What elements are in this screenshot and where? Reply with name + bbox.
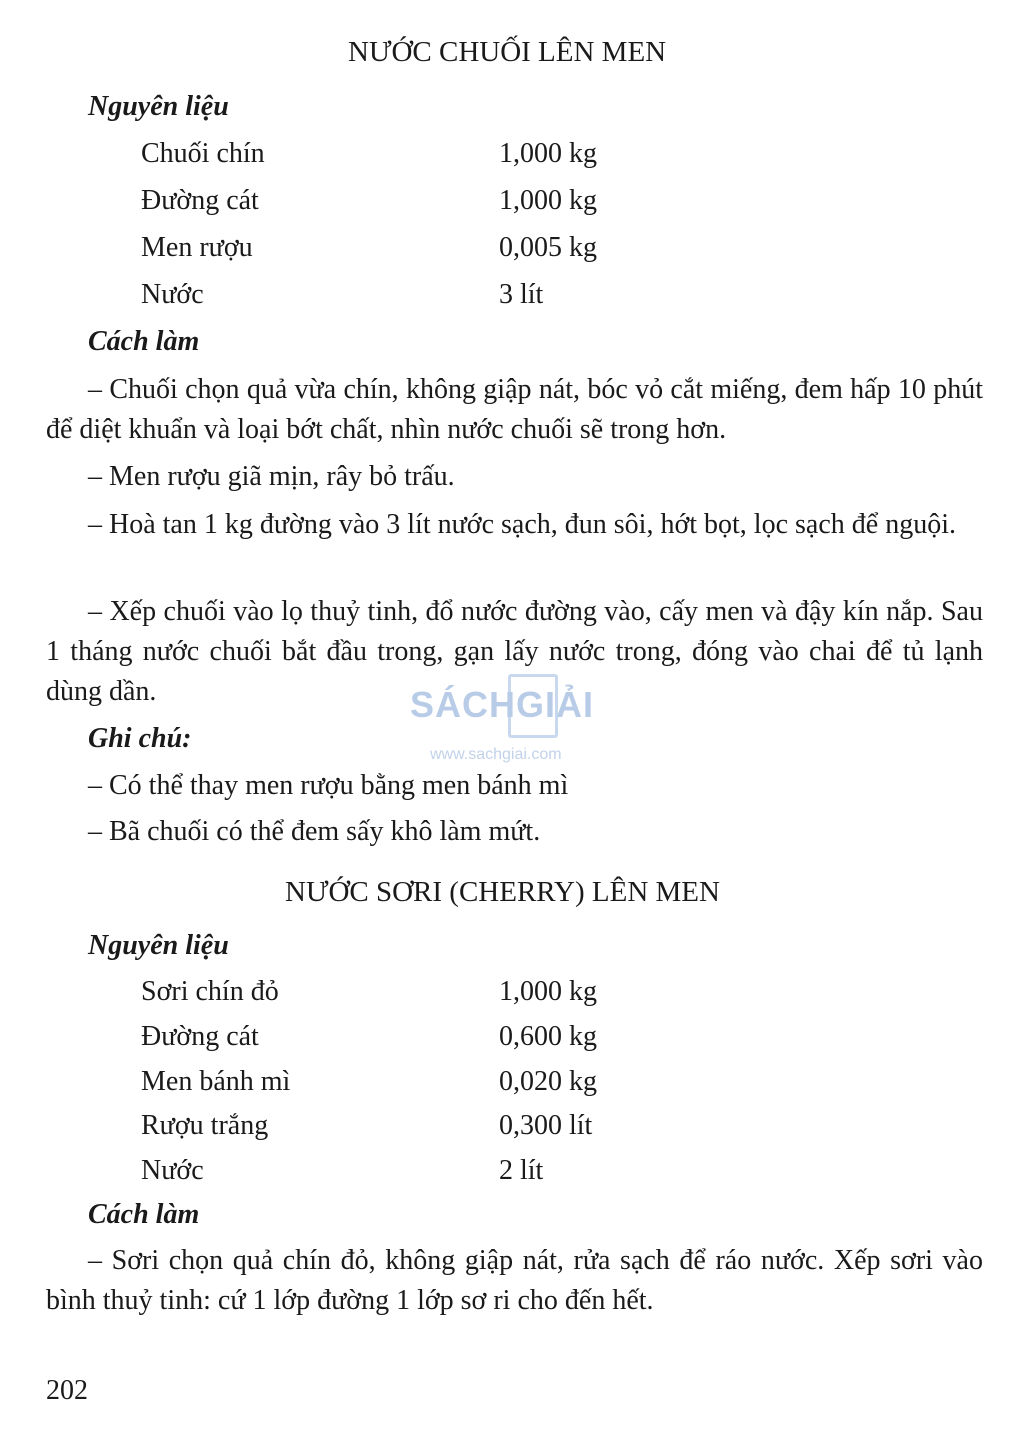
ingredient-name: Chuối chín	[141, 138, 265, 169]
ingredient-quantity: 1,000 kg	[499, 976, 597, 1007]
ingredient-name: Đường cát	[141, 185, 259, 216]
recipe-1-method-heading: Cách làm	[88, 326, 200, 357]
ingredient-quantity: 0,600 kg	[499, 1021, 597, 1052]
page-number: 202	[46, 1375, 88, 1406]
recipe-1-notes-heading: Ghi chú:	[88, 723, 192, 754]
ingredient-name: Nước	[141, 279, 204, 310]
ingredient-name: Đường cát	[141, 1021, 259, 1052]
ingredient-quantity: 1,000 kg	[499, 185, 597, 216]
watermark	[410, 672, 615, 772]
method-step: – Hoà tan 1 kg đường vào 3 lít nước sạch, đun sôi, hớt bọt, lọc sạch để nguội.	[88, 509, 956, 540]
note-item: – Có thể thay men rượu bằng men bánh mì	[88, 770, 569, 801]
method-step: – Xếp chuối vào lọ thuỷ tinh, đổ nước đường vào, cấy men và đậy kín nắp. Sau 1 tháng nước chuối bắt đầu trong, gạn lấy nước trong, đóng vào chai để tủ lạnh dùng dần.	[46, 596, 983, 707]
method-step: – Men rượu giã mịn, rây bỏ trấu.	[88, 461, 455, 492]
method-step: – Chuối chọn quả vừa chín, không giập nát, bóc vỏ cắt miếng, đem hấp 10 phút để diệt khuẩn và loại bớt chất, nhìn nước chuối sẽ trong hơn.	[46, 374, 983, 445]
recipe-2-ingredients-heading: Nguyên liệu	[88, 930, 229, 961]
recipe-2-method-heading: Cách làm	[88, 1199, 200, 1230]
ingredient-name: Rượu trắng	[141, 1110, 269, 1141]
recipe-2-title: NƯỚC SƠRI (CHERRY) LÊN MEN	[285, 876, 720, 908]
ingredient-name: Men bánh mì	[141, 1066, 291, 1097]
watermark-url: www.sachgiai.com	[430, 746, 562, 763]
ingredient-name: Nước	[141, 1155, 204, 1186]
ingredient-quantity: 0,020 kg	[499, 1066, 597, 1097]
ingredient-quantity: 0,300 lít	[499, 1110, 593, 1141]
note-item: – Bã chuối có thể đem sấy khô làm mứt.	[88, 816, 541, 847]
ingredient-quantity: 3 lít	[499, 279, 544, 310]
ingredient-quantity: 2 lít	[499, 1155, 544, 1186]
ingredient-name: Men rượu	[141, 232, 253, 263]
ingredient-quantity: 0,005 kg	[499, 232, 597, 263]
ingredient-name: Sơri chín đỏ	[141, 976, 279, 1007]
recipe-1-ingredients-heading: Nguyên liệu	[88, 91, 229, 122]
method-step: – Sơri chọn quả chín đỏ, không giập nát, rửa sạch để ráo nước. Xếp sơri vào bình thuỷ tinh: cứ 1 lớp đường 1 lớp sơ ri cho đến hết.	[46, 1245, 983, 1316]
watermark-logo: SÁCHGIẢI	[410, 684, 595, 725]
recipe-1-title: NƯỚC CHUỐI LÊN MEN	[348, 36, 667, 68]
ingredient-quantity: 1,000 kg	[499, 138, 597, 169]
